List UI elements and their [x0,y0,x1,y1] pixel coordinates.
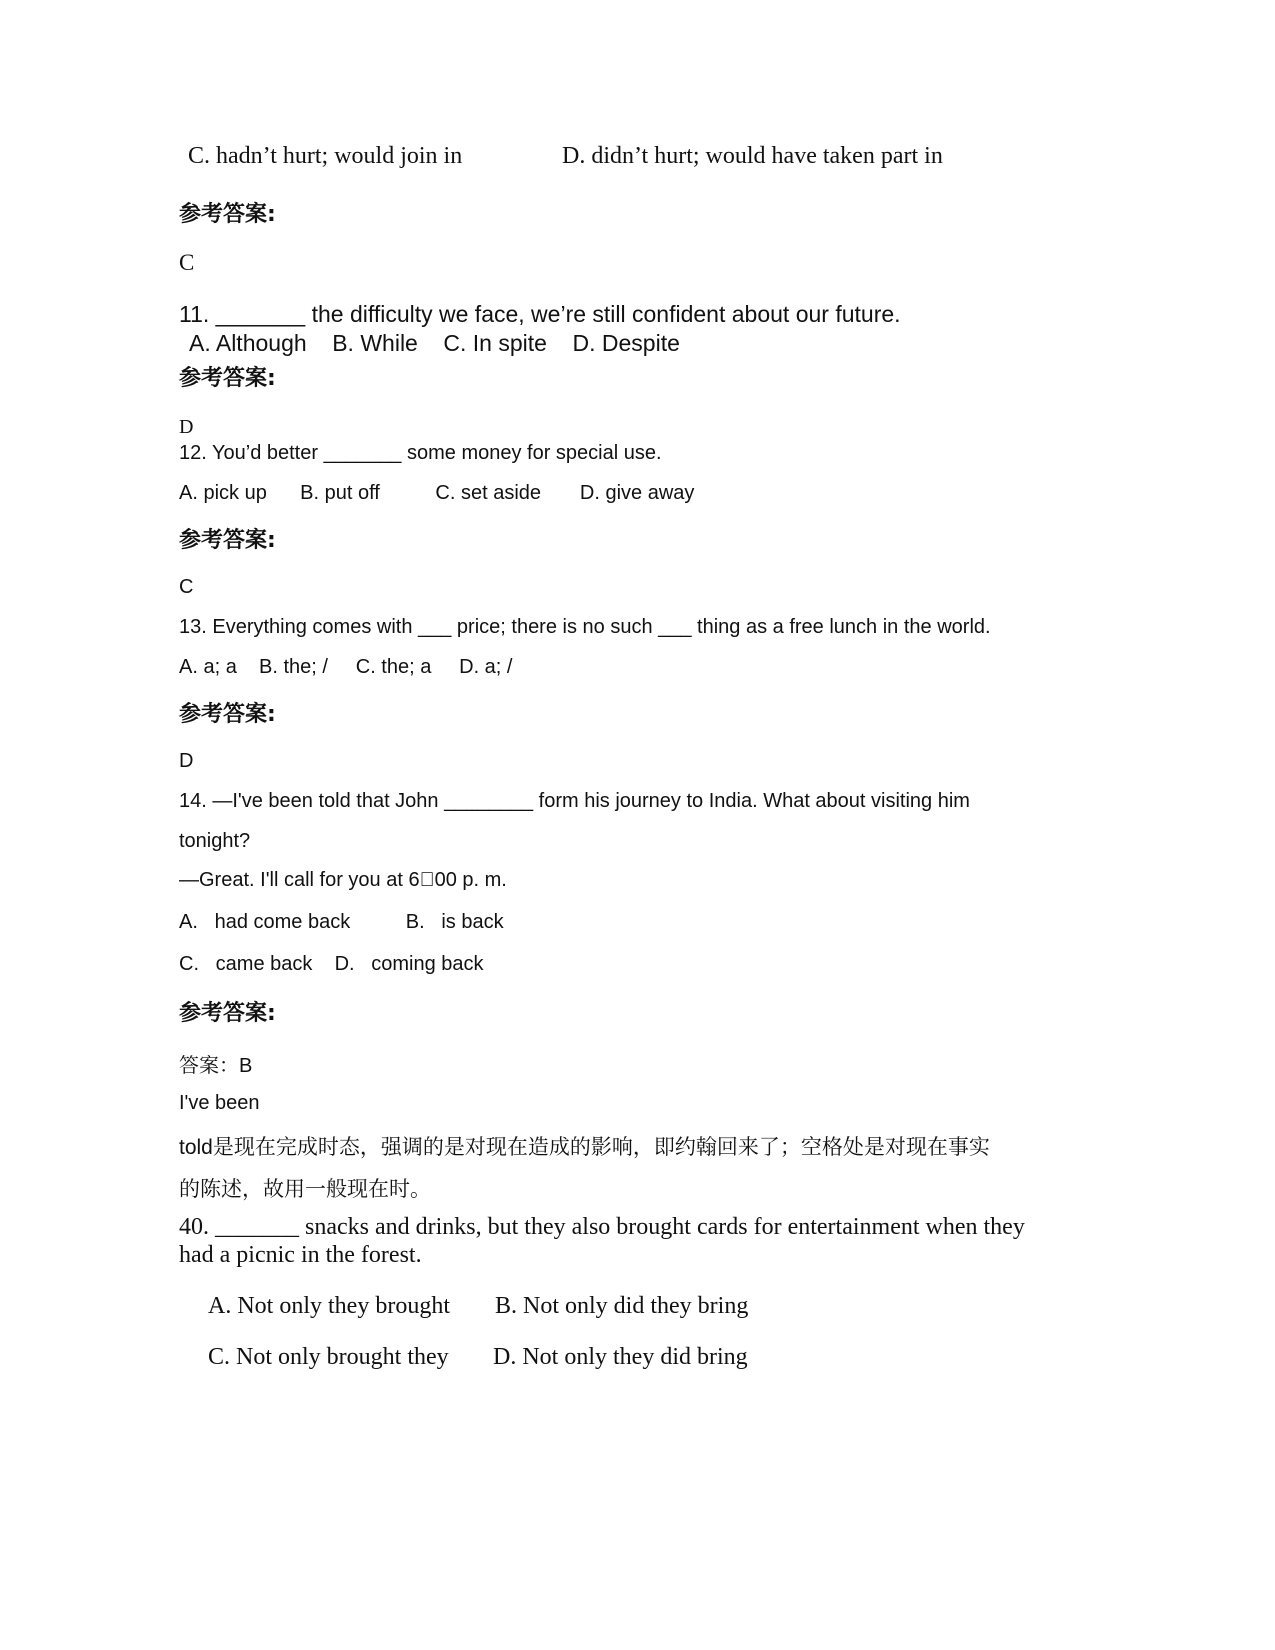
q11-stem: 11. _______ the difficulty we face, we’re still confident about our future. [179,301,901,327]
q10-option-c: C. hadn’t hurt; would join in [188,143,463,169]
q14-stem-line1: 14. —I've been told that John ________ form his journey to India. What about visiting him [179,790,970,812]
q14-reply: —Great. I'll call for you at 6 00 p. m. [179,869,507,891]
q14-explanation-line3: 的陈述，故用一般现在时。 [179,1178,431,1201]
q11-answer: D [179,416,194,438]
q12-answer: C [179,576,194,598]
q13-stem: 13. Everything comes with ___ price; there is no such ___ thing as a free lunch in the world. [179,616,991,638]
q13-answer-heading: 参考答案: [179,702,276,727]
q13-answer: D [179,750,194,772]
q14-answer-heading: 参考答案: [179,1001,276,1026]
q14-options-row2: C. came back D. coming back [179,953,484,975]
q12-answer-heading: 参考答案: [179,528,276,553]
q10-answer: C [179,250,195,275]
q14-explanation-line2: told是现在完成时态，强调的是对现在造成的影响，即约翰回来了；空格处是对现在事实 [179,1136,990,1159]
q10-answer-heading: 参考答案: [179,202,276,227]
q40-option-a: A. Not only they brought [208,1293,450,1319]
q40-option-c: C. Not only brought they [208,1344,449,1370]
q14-answer: 答案：B [179,1055,253,1077]
q12-options: A. pick up B. put off C. set aside D. give away [179,482,695,504]
q10-option-d: D. didn’t hurt; would have taken part in [562,143,943,169]
q40-stem-line1: 40. _______ snacks and drinks, but they also brought cards for entertainment when they [179,1214,1025,1240]
q40-option-b: B. Not only did they bring [495,1293,749,1319]
q13-options: A. a; a B. the; / C. the; a D. a; / [179,656,513,678]
q14-stem-line2: tonight? [179,830,251,852]
q12-stem: 12. You’d better _______ some money for special use. [179,442,662,464]
q11-answer-heading: 参考答案: [179,366,276,391]
q14-explanation-line1: I've been [179,1092,260,1114]
q40-stem-line2: had a picnic in the forest. [179,1242,422,1268]
q40-option-d: D. Not only they did bring [493,1344,748,1370]
q14-options-row1: A. had come back B. is back [179,911,504,933]
q11-options: A. Although B. While C. In spite D. Despite [189,330,680,356]
